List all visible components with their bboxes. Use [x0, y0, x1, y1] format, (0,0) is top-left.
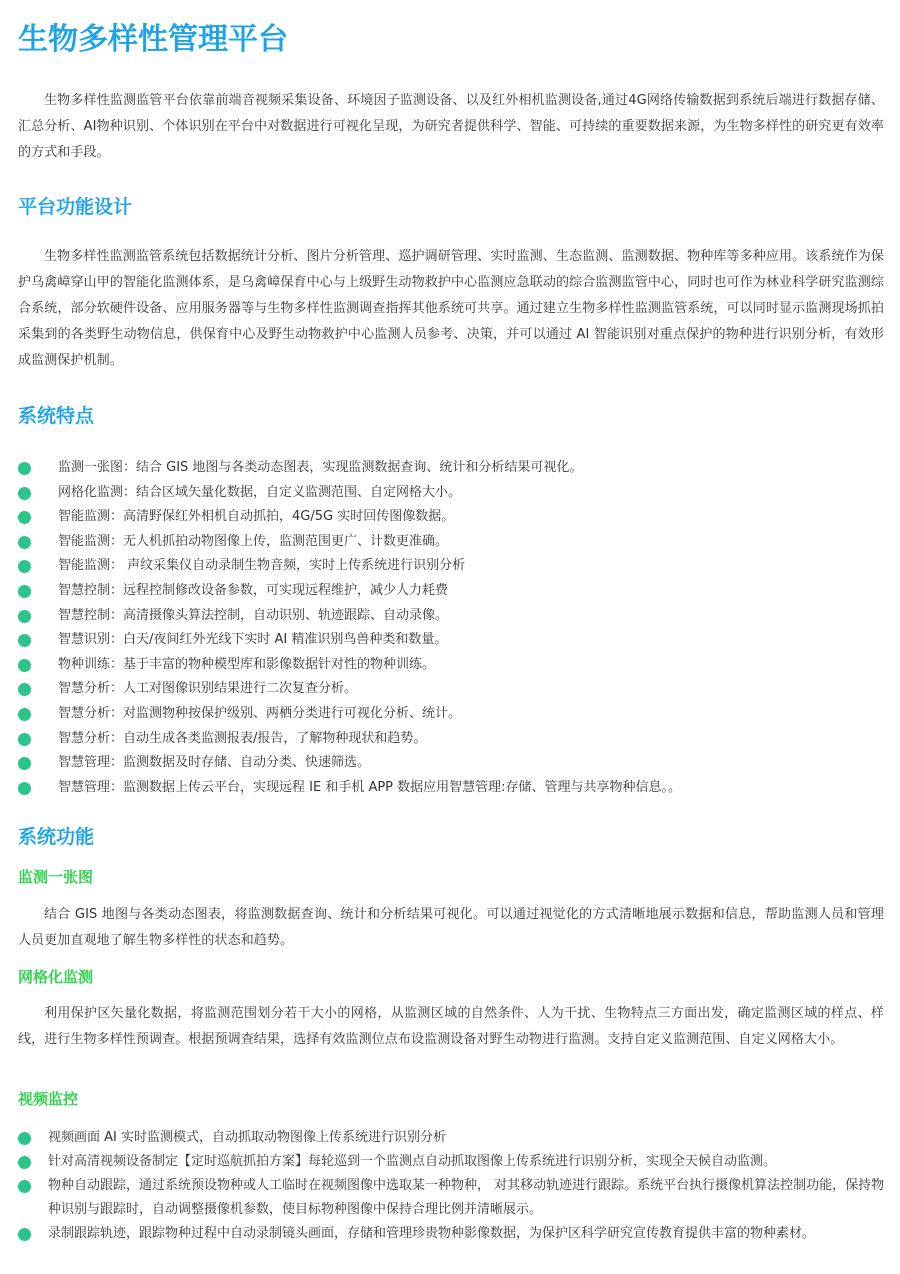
feature-text: 监测一张图：结合 GIS 地图与各类动态图表，实现监测数据查询、统计和分析结果可视化。 [58, 460, 583, 475]
design-heading: 平台功能设计 [18, 196, 133, 218]
feature-text: 物种训练：基于丰富的物种模型库和影像数据针对性的物种训练。 [58, 656, 436, 672]
page-title: 生物多样性管理平台 [18, 22, 288, 57]
video-item-text: 视频画面 AI 实时监测模式，自动抓取动物图像上传系统进行识别分析 [48, 1130, 446, 1145]
video-item-text: 针对高清视频设备制定【定时巡航抓拍方案】每轮巡到一个监测点自动抓取图像上传系统进行识别分析，实现全天候自动监测。 [48, 1154, 777, 1169]
feature-item [18, 727, 884, 752]
bullet-dot-icon [18, 683, 31, 696]
features-list [18, 456, 884, 800]
video-item [18, 1150, 892, 1174]
features-heading: 系统特点 [18, 405, 95, 427]
feature-text: 智能监测： 声纹采集仪自动录制生物音频，实时上传系统进行识别分析 [58, 558, 466, 574]
feature-item [18, 554, 884, 579]
feature-item [18, 776, 884, 801]
video-item-text: 录制跟踪轨迹，跟踪物种过程中自动录制镜头画面，存储和管理珍贵物种影像数据，为保护区科学研究宣传教育提供丰富的物种素材。 [48, 1226, 816, 1241]
feature-item [18, 702, 884, 727]
feature-item [18, 456, 884, 481]
bullet-dot-icon [18, 708, 31, 721]
section-title-video-monitor: 视频监控 [18, 1090, 79, 1108]
feature-text: 智能监测：无人机抓拍动物图像上传，监测范围更广、计数更准确。 [58, 533, 449, 549]
feature-item [18, 653, 884, 678]
section-paragraph-grid-monitor: 利用保护区矢量化数据，将监测范围划分若干大小的网格，从监测区域的自然条件、人为干扰、生物特点三方面出发，确定监测区域的样点、样线，进行生物多样性预调查。根据预调查结果，选择有效监测位点布设监测设备对野生动物进行监测。支持自定义监测范围、自定义网格大小。 [18, 1006, 884, 1047]
feature-item [18, 579, 884, 604]
bullet-dot-icon [18, 560, 31, 573]
feature-text: 智慧识别：白天/夜间红外光线下实时 AI 精准识别鸟兽种类和数量。 [58, 632, 448, 648]
bullet-dot-icon [18, 1228, 31, 1241]
bullet-dot-icon [18, 610, 31, 623]
bullet-dot-icon [18, 733, 31, 746]
bullet-dot-icon [18, 1156, 31, 1169]
feature-text: 智慧控制：高清摄像头算法控制，自动识别、轨迹跟踪、自动录像。 [58, 607, 449, 623]
video-item [18, 1126, 892, 1150]
bullet-dot-icon [18, 757, 31, 770]
bullet-dot-icon [18, 1132, 31, 1145]
feature-text: 智慧分析：自动生成各类监测报表/报告，了解物种现状和趋势。 [58, 730, 427, 746]
bullet-dot-icon [18, 487, 31, 500]
bullet-dot-icon [18, 1180, 31, 1193]
feature-text: 智慧管理：监测数据及时存储、自动分类、快速筛选。 [58, 755, 371, 771]
functions-heading: 系统功能 [18, 826, 95, 848]
video-item [18, 1222, 892, 1246]
bullet-dot-icon [18, 536, 31, 549]
feature-item [18, 604, 884, 629]
bullet-dot-icon [18, 634, 31, 647]
section-paragraph-monitor-map: 结合 GIS 地图与各类动态图表，将监测数据查询、统计和分析结果可视化。可以通过视觉化的方式清晰地展示数据和信息，帮助监测人员和管理人员更加直观地了解生物多样性的状态和趋势。 [18, 907, 884, 948]
feature-text: 智能监测：高清野保红外相机自动抓拍，4G/5G 实时回传图像数据。 [58, 509, 455, 525]
bullet-dot-icon [18, 511, 31, 524]
feature-text: 智慧控制：远程控制修改设备参数，可实现远程维护，减少人力耗费 [58, 582, 449, 598]
feature-text: 智慧分析：对监测物种按保护级别、两栖分类进行可视化分析、统计。 [58, 705, 462, 721]
intro-paragraph: 生物多样性监测监管平台依靠前端音视频采集设备、环境因子监测设备、以及红外相机监测设备,通过4G网络传输数据到系统后端进行数据存储、汇总分析、AI物种识别、个体识别在平台中对数据进行可视化呈现，为研究者提供科学、智能、可持续的重要数据来源，为生物多样性的研究更有效率的方式和手段。 [18, 93, 884, 160]
feature-item [18, 628, 884, 653]
feature-item [18, 751, 884, 776]
feature-item [18, 505, 884, 530]
bullet-dot-icon [18, 462, 31, 475]
video-item [18, 1174, 892, 1222]
bullet-dot-icon [18, 585, 31, 598]
feature-item [18, 481, 884, 506]
section-title-monitor-map: 监测一张图 [18, 868, 94, 886]
video-item-text: 物种自动跟踪，通过系统预设物种或人工临时在视频图像中选取某一种物种， 对其移动轨迹进行跟踪。系统平台执行摄像机算法控制功能，保持物种识别与跟踪时，自动调整摄像机参数，使目标物种图像中保持合理比例并清晰展示。 [48, 1178, 885, 1217]
bullet-dot-icon [18, 659, 31, 672]
feature-text: 智慧分析：人工对图像识别结果进行二次复查分析。 [58, 681, 358, 697]
video-monitor-list [18, 1126, 892, 1246]
feature-text: 智慧管理：监测数据上传云平台，实现远程 IE 和手机 APP 数据应用智慧管理:存储、管理与共享物种信息。。 [58, 779, 682, 795]
bullet-dot-icon [18, 782, 31, 795]
feature-text: 网格化监测：结合区域矢量化数据，自定义监测范围、自定网格大小。 [58, 484, 462, 500]
feature-item [18, 530, 884, 555]
feature-item [18, 677, 884, 702]
section-title-grid-monitor: 网格化监测 [18, 968, 94, 986]
design-paragraph: 生物多样性监测监管系统包括数据统计分析、图片分析管理、巡护调研管理、实时监测、生态监测、监测数据、物种库等多种应用。该系统作为保护乌禽嶂穿山甲的智能化监测体系，是乌禽嶂保育中心与上级野生动物救护中心监测应急联动的综合监测监管中心，同时也可作为林业科学研究监测综合系统，部分软硬件设备、应用服务器等与生物多样性监测调查指挥其他系统可共享。通过建立生物多样性监测监管系统，可以同时显示监测现场抓拍采集到的各类野生动物信息，供保育中心及野生动物救护中心监测人员参考、决策，并可以通过 AI 智能识别对重点保护的物种进行识别分析，有效形成监测保护机制。 [18, 249, 884, 368]
